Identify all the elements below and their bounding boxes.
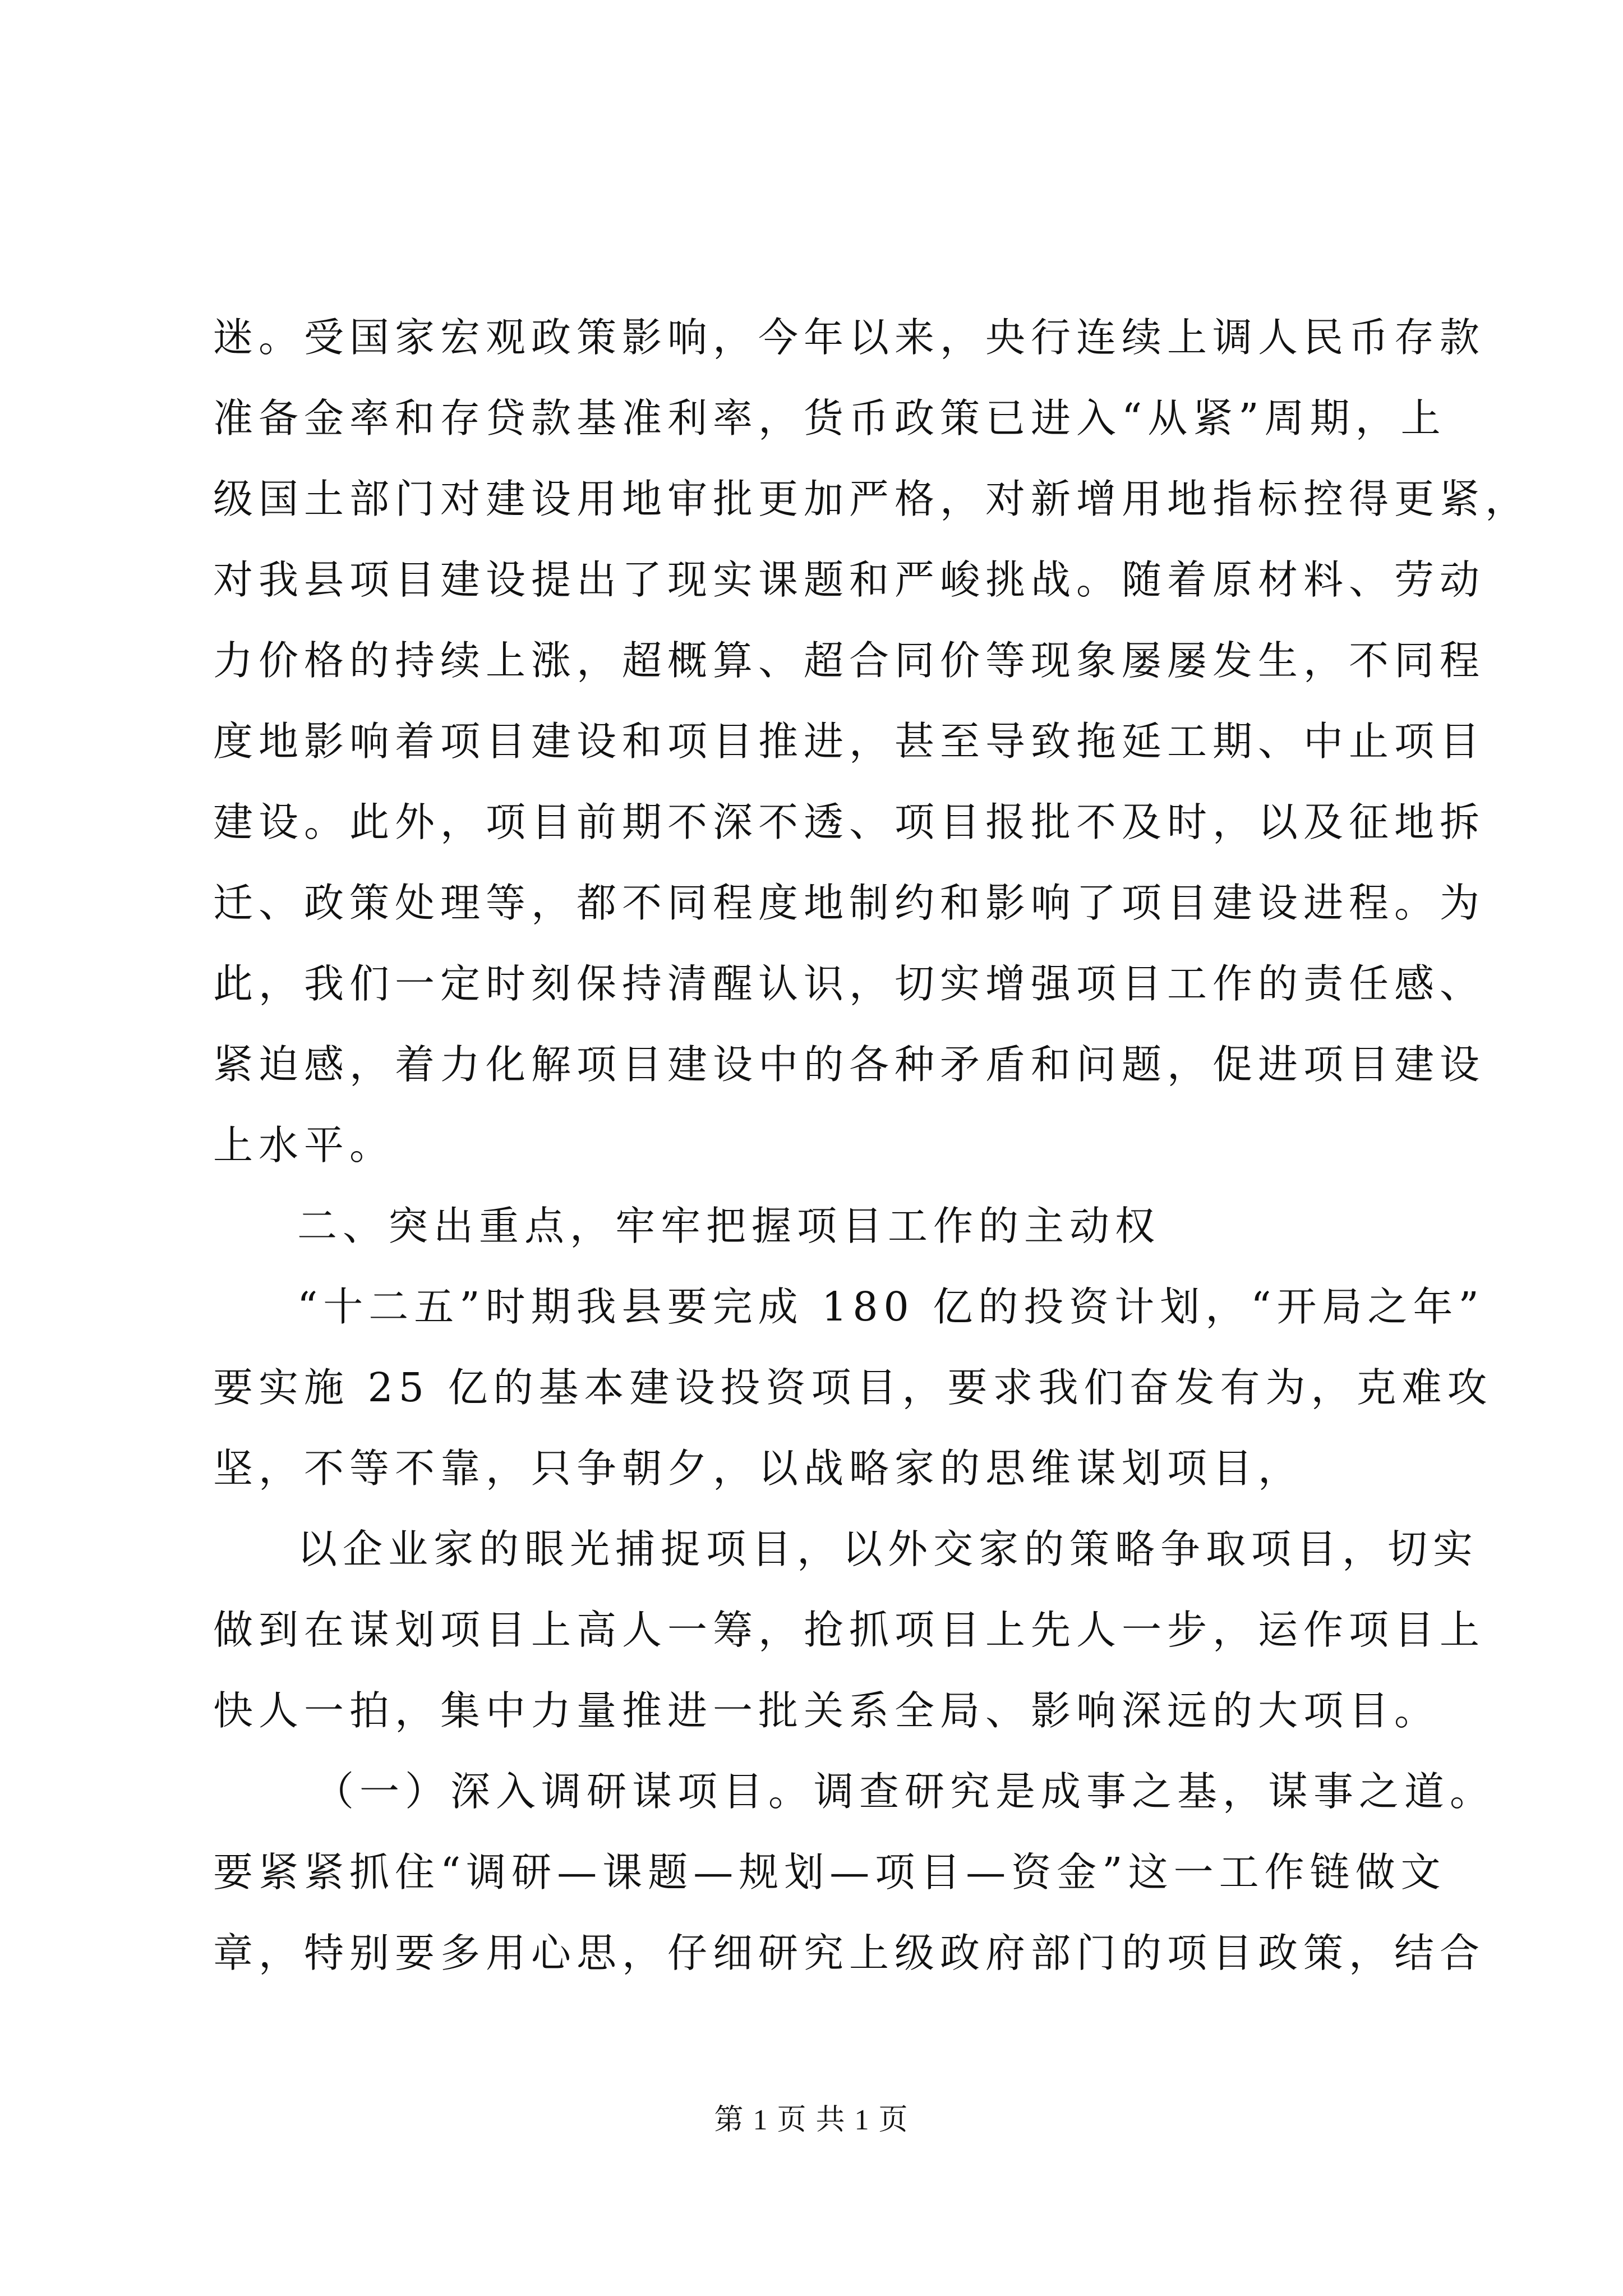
text-line: 此，我们一定时刻保持清醒认识，切实增强项目工作的责任感、 xyxy=(213,960,1486,1007)
text-line: 紧迫感，着力化解项目建设中的各种矛盾和问题，促进项目建设 xyxy=(213,1041,1486,1088)
text-line: 做到在谋划项目上高人一筹，抢抓项目上先人一步，运作项目上 xyxy=(213,1607,1486,1653)
text-line: 度地影响着项目建设和项目推进，甚至导致拖延工期、中止项目 xyxy=(213,718,1486,765)
text-line: 快人一拍，集中力量推进一批关系全局、影响深远的大项目。 xyxy=(213,1687,1440,1734)
page-footer: 第 1 页 共 1 页 xyxy=(714,2104,909,2136)
text-line: 对我县项目建设提出了现实课题和严峻挑战。随着原材料、劳动 xyxy=(213,556,1486,603)
text-line: “十二五”时期我县要完成 180 亿的投资计划，“开局之年” xyxy=(297,1283,1484,1330)
text-line: 迷。受国家宏观政策影响，今年以来，央行连续上调人民币存款 xyxy=(213,314,1486,361)
text-line: 级国土部门对建设用地审批更加严格，对新增用地指标控得更紧， xyxy=(213,476,1531,522)
text-line: 上水平。 xyxy=(213,1122,395,1168)
text-line: 要实施 25 亿的基本建设投资项目，要求我们奋发有为，克难攻 xyxy=(213,1364,1493,1411)
text-line: 坚，不等不靠，只争朝夕，以战略家的思维谋划项目， xyxy=(213,1445,1304,1492)
text-line: 要紧紧抓住“调研—课题—规划—项目—资金”这一工作链做文 xyxy=(213,1849,1446,1895)
section-heading: 二、突出重点，牢牢把握项目工作的主动权 xyxy=(297,1203,1161,1249)
text-line: 力价格的持续上涨，超概算、超合同价等现象屡屡发生，不同程 xyxy=(213,637,1486,684)
subsection-heading: （一）深入调研谋项目。调查研究是成事之基，谋事之道。 xyxy=(314,1768,1496,1815)
text-line: 准备金率和存贷款基准利率，货币政策已进入“从紧”周期，上 xyxy=(213,395,1446,441)
text-line: 迁、政策处理等，都不同程度地制约和影响了项目建设进程。为 xyxy=(213,880,1486,926)
document-body xyxy=(213,297,1531,1994)
text-line: 章，特别要多用心思，仔细研究上级政府部门的项目政策，结合 xyxy=(213,1930,1486,1976)
text-line: 以企业家的眼光捕捉项目，以外交家的策略争取项目，切实 xyxy=(297,1526,1479,1572)
text-line: 建设。此外，项目前期不深不透、项目报批不及时，以及征地拆 xyxy=(213,799,1486,845)
